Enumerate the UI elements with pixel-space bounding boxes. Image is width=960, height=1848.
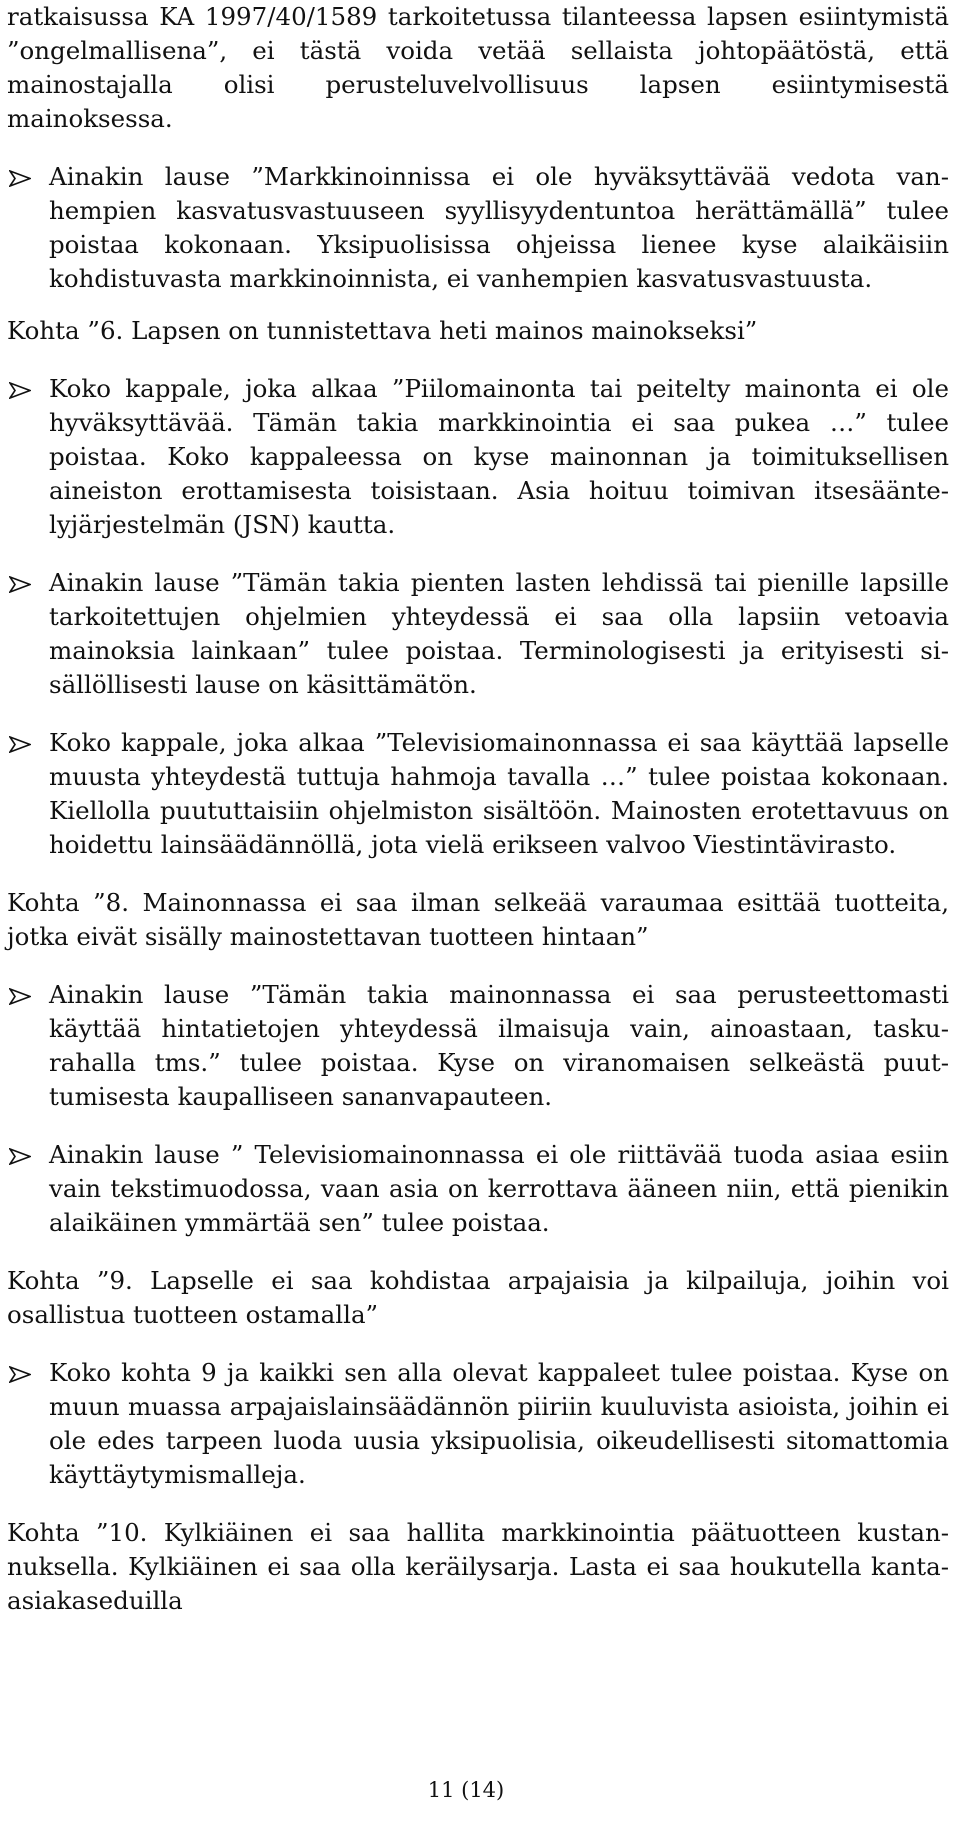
section-heading-kohta-9: Kohta ”9. Lapselle ei saa kohdistaa arpajaisia ja kilpailuja, joihin voi osallistua tuotteen ostamalla” [7,1266,949,1329]
arrowhead-bullet-icon [9,170,31,187]
arrowhead-bullet-icon [9,1148,31,1165]
arrowhead-bullet-icon [9,382,31,399]
bullet-item [7,978,949,1114]
document-body [7,0,949,1618]
bullet-text: Ainakin lause ”Markkinoinnissa ei ole hyväksyttävää vedota vanhempien kasvatusvastuuseen syyllisyydentuntoa herättämällä” tulee poistaa kokonaan. Yksipuolisissa ohjeissa lienee kyse alaikäisiin kohdistuvasta markkinoinnista, ei vanhempien kasvatusvastuusta. [49,162,949,293]
page-number: 11 (14) [427,1778,505,1802]
bullet-item [7,1356,949,1492]
arrowhead-bullet-icon [9,988,31,1005]
bullet-item [7,372,949,542]
section-heading-kohta-8: Kohta ”8. Mainonnassa ei saa ilman selkeää varaumaa esittää tuotteita, jotka eivät sisälly mainostettavan tuotteen hintaan” [7,888,949,951]
arrowhead-bullet-icon [9,736,31,753]
paragraph-intro-continuation: ratkaisussa KA 1997/40/1589 tarkoitetussa tilanteessa lapsen esiintymistä ”ongelmallisena”, ei tästä voida vetää sellaista johtopäätöstä, että mainostajalla olisi perusteluvelvollisuus lapsen esiintymisestä mainoksessa. [7,2,949,133]
bullet-item [7,726,949,862]
bullet-text: Ainakin lause ”Tämän takia mainonnassa ei saa perusteettomasti käyttää hintatietojen yhteydessä ilmaisuja vain, ainoastaan, taskurahalla tms.” tulee poistaa. Kyse on viranomaisen selkeästä puuttumisesta kaupalliseen sananvapauteen. [49,980,949,1111]
bullet-text: Ainakin lause ”Tämän takia pienten lasten lehdissä tai pienille lapsille tarkoitettujen ohjelmien yhteydessä ei saa olla lapsiin vetoavia mainoksia lainkaan” tulee poistaa. Terminologisesti ja erityisesti sisällöllisesti lause on käsittämätön. [49,568,949,699]
arrowhead-bullet-icon [9,576,31,593]
bullet-text: Koko kappale, joka alkaa ”Televisiomainonnassa ei saa käyttää lapselle muusta yhteydestä tuttuja hahmoja tavalla …” tulee poistaa kokonaan. Kiellolla puututtaisiin ohjelmiston sisältöön. Mainosten erotettavuus on hoidettu lainsäädännöllä, jota vielä erikseen valvoo Viestintävirasto. [49,728,949,859]
bullet-text: Ainakin lause ” Televisiomainonnassa ei ole riittävää tuoda asiaa esiin vain tekstimuodossa, vaan asia on kerrottava ääneen niin, että pienikin alaikäinen ymmärtää sen” tulee poistaa. [49,1140,949,1237]
section-heading-kohta-10: Kohta ”10. Kylkiäinen ei saa hallita markkinointia päätuotteen kustannuksella. Kylkiäinen ei saa olla keräilysarja. Lasta ei saa houkutella kanta-asiakaseduilla [7,1518,949,1615]
bullet-item [7,566,949,702]
bullet-text: Koko kohta 9 ja kaikki sen alla olevat kappaleet tulee poistaa. Kyse on muun muassa arpajaislainsäädännön piiriin kuuluvista asioista, joihin ei ole edes tarpeen luoda uusia yksipuolisia, oikeudellisesti sitomattomia käyttäytymismalleja. [49,1358,949,1489]
bullet-text: Koko kappale, joka alkaa ”Piilomainonta tai peitelty mainonta ei ole hyväksyttävää. Tämän takia markkinointia ei saa pukea …” tulee poistaa. Koko kappaleessa on kyse mainonnan ja toimituksellisen aineiston erottamisesta toisistaan. Asia hoituu toimivan itsesääntelyjärjestelmän (JSN) kautta. [49,374,949,539]
bullet-item [7,1138,949,1240]
section-heading-kohta-6: Kohta ”6. Lapsen on tunnistettava heti mainos mainokseksi” [7,316,758,345]
bullet-item [7,160,949,296]
arrowhead-bullet-icon [9,1366,31,1383]
